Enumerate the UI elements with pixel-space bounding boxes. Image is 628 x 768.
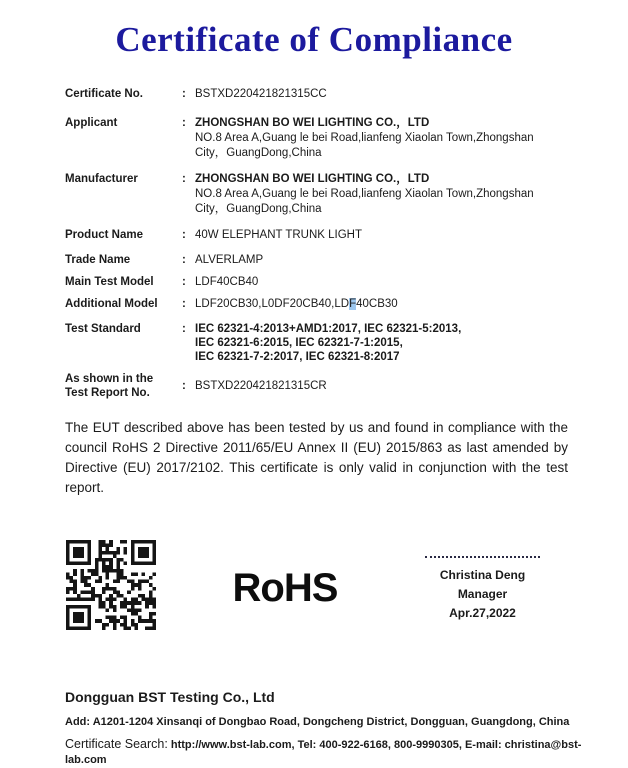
additional-model-post: 40CB30	[356, 298, 398, 310]
row-trade-name	[65, 253, 568, 268]
lab-address: Add: A1201-1204 Xinsanqi of Dongbao Road, Dongcheng District, Dongguan, Guangdong, China	[65, 716, 570, 728]
certificate-search-value: http://www.bst-lab.com, Tel: 400-922-6168, 800-9990305, E-mail: christina@bst-lab.com	[65, 739, 582, 766]
footer	[65, 688, 588, 768]
test-standard-line3: IEC 62321-7-2:2017, IEC 62321-8:2017	[195, 351, 400, 363]
test-report-label-line2: Test Report No.	[65, 386, 150, 399]
test-standard-line2: IEC 62321-6:2015, IEC 62321-7-1:2015,	[195, 337, 403, 349]
signer-name: Christina Deng	[439, 568, 526, 582]
test-report-no-value: BSTXD220421821315CR	[195, 380, 327, 392]
field-label: Applicant	[65, 117, 118, 129]
field-colon: :	[182, 323, 186, 335]
field-label: Trade Name	[65, 254, 131, 266]
field-label: Main Test Model	[65, 276, 154, 288]
mark-section	[0, 540, 628, 656]
manufacturer-address-line2: City，GuangDong,China	[195, 203, 322, 215]
field-colon: :	[182, 229, 186, 241]
field-label: Additional Model	[65, 298, 158, 310]
certificate-search-label: Certificate Search:	[65, 737, 168, 751]
field-colon: :	[182, 117, 186, 129]
field-label: Test Standard	[65, 323, 141, 335]
row-certificate-no	[65, 87, 568, 102]
row-test-standard	[65, 322, 568, 364]
product-name-value: 40W ELEPHANT TRUNK LIGHT	[195, 229, 363, 241]
test-report-label-line1: As shown in the	[65, 373, 154, 385]
manufacturer-address-line1: NO.8 Area A,Guang le bei Road,lianfeng Xiaolan Town,Zhongshan	[195, 188, 534, 200]
field-colon: :	[182, 173, 186, 185]
row-applicant	[65, 116, 568, 161]
field-colon: :	[182, 380, 186, 392]
additional-model-value	[195, 297, 568, 312]
lab-company-name: Dongguan BST Testing Co., Ltd	[65, 689, 275, 705]
applicant-address-line2: City，GuangDong,China	[195, 147, 322, 159]
field-label: Certificate No.	[65, 88, 143, 100]
field-colon: :	[182, 298, 186, 310]
row-test-report-no	[65, 373, 568, 400]
applicant-value	[195, 116, 568, 161]
signature-block	[425, 556, 540, 623]
rohs-mark: RoHS	[232, 566, 338, 610]
qr-code	[66, 540, 156, 630]
field-colon: :	[182, 254, 186, 266]
field-label: Manufacturer	[65, 173, 138, 185]
trade-name-value: ALVERLAMP	[195, 254, 264, 266]
certificate-fields	[65, 87, 568, 400]
signer-title: Manager	[457, 587, 508, 601]
certificate-title: Certificate of Compliance	[115, 20, 513, 59]
row-main-test-model	[65, 275, 568, 290]
field-colon: :	[182, 88, 186, 100]
applicant-address-line1: NO.8 Area A,Guang le bei Road,lianfeng Xiaolan Town,Zhongshan	[195, 132, 534, 144]
test-standard-value	[195, 322, 568, 364]
signature-date: Apr.27,2022	[449, 606, 516, 620]
manufacturer-value	[195, 172, 568, 217]
certificate-search-line	[65, 737, 588, 768]
compliance-statement: The EUT described above has been tested by us and found in compliance with the council RoHS 2 Directive 2011/65/EU Annex II (EU) 2015/863 as last amended by Directive (EU) 2017/2102. This certificate is only valid in conjunction with the test report.	[65, 420, 568, 495]
additional-model-pre: LDF20CB30,L0DF20CB40,LD	[195, 298, 350, 310]
row-additional-model	[65, 297, 568, 312]
test-standard-line1: IEC 62321-4:2013+AMD1:2017, IEC 62321-5:2013,	[195, 323, 462, 335]
signature-dotted-line	[425, 556, 540, 558]
row-manufacturer	[65, 172, 568, 217]
field-label: Product Name	[65, 229, 143, 241]
field-colon: :	[182, 276, 186, 288]
row-product-name	[65, 228, 568, 243]
additional-model-highlighted-char: F	[349, 298, 357, 310]
certificate-no-value: BSTXD220421821315CC	[195, 88, 327, 100]
manufacturer-company: ZHONGSHAN BO WEI LIGHTING CO.，LTD	[195, 173, 430, 185]
main-test-model-value: LDF40CB40	[195, 276, 259, 288]
applicant-company: ZHONGSHAN BO WEI LIGHTING CO.，LTD	[195, 117, 430, 129]
field-label	[65, 373, 182, 400]
